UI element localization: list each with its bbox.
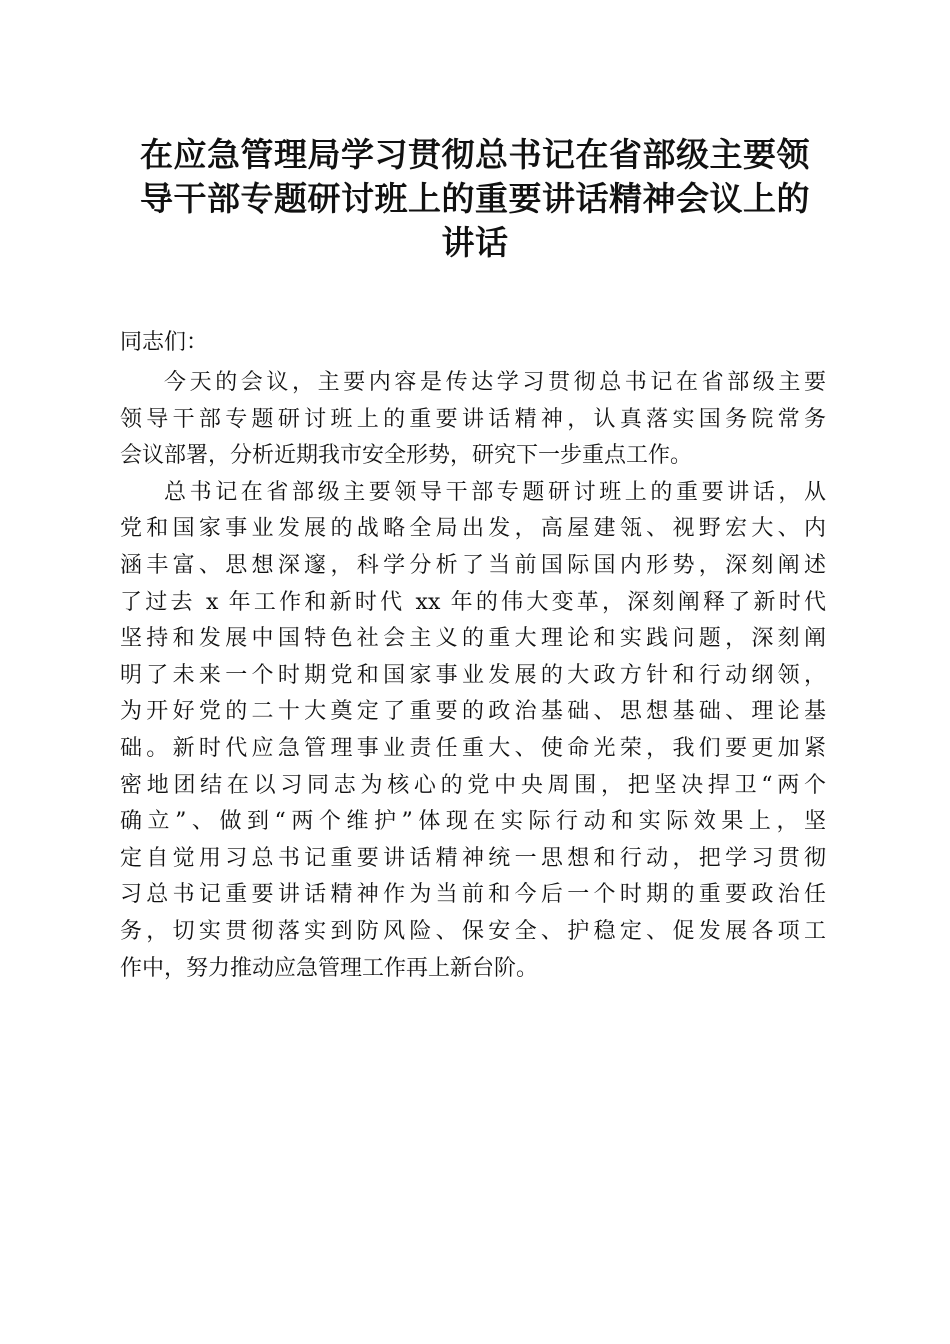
paragraph-line: 习总书记重要讲话精神作为当前和今后一个时期的重要政治任 <box>120 882 826 908</box>
paragraph-line: 为开好党的二十大奠定了重要的政治基础、思想基础、理论基 <box>120 699 826 725</box>
title-line: 导干部专题研讨班上的重要讲话精神会议上的 <box>140 179 810 218</box>
paragraph-line: 总书记在省部级主要领导干部专题研讨班上的重要讲话，从 <box>164 479 826 505</box>
paragraph-line: 确立”、做到“两个维护”体现在实际行动和实际效果上，坚 <box>120 809 826 835</box>
document-title <box>110 133 840 265</box>
paragraph-line: 明了未来一个时期党和国家事业发展的大政方针和行动纲领， <box>120 662 826 688</box>
paragraph-line: 务，切实贯彻落实到防风险、保安全、护稳定、促发展各项工 <box>120 918 826 944</box>
title-line: 在应急管理局学习贯彻总书记在省部级主要领 <box>140 135 810 174</box>
salutation: 同志们： <box>120 330 209 355</box>
paragraph-line: 密地团结在以习同志为核心的党中央周围，把坚决捍卫“两个 <box>120 772 826 798</box>
paragraph-line: 涵丰富、思想深邃，科学分析了当前国际国内形势，深刻阐述 <box>120 552 826 578</box>
paragraph-line: 党和国家事业发展的战略全局出发，高屋建瓴、视野宏大、内 <box>120 516 826 542</box>
paragraph-line: 定自觉用习总书记重要讲话精神统一思想和行动，把学习贯彻 <box>120 845 826 871</box>
paragraph-line: 了过去 x 年工作和新时代 xx 年的伟大变革，深刻阐释了新时代 <box>120 589 826 615</box>
paragraph-speech-significance <box>120 475 826 987</box>
paragraph-line: 会议部署，分析近期我市安全形势，研究下一步重点工作。 <box>120 443 693 469</box>
paragraph-line: 坚持和发展中国特色社会主义的重大理论和实践问题，深刻阐 <box>120 626 826 652</box>
title-line: 讲话 <box>441 223 509 262</box>
document-body <box>120 321 826 987</box>
paragraph-opening <box>120 365 826 475</box>
paragraph-line: 领导干部专题研讨班上的重要讲话精神，认真落实国务院常务 <box>120 406 826 432</box>
paragraph-line: 础。新时代应急管理事业责任重大、使命光荣，我们要更加紧 <box>120 735 826 761</box>
paragraph-line: 今天的会议，主要内容是传达学习贯彻总书记在省部级主要 <box>164 370 826 395</box>
paragraph-line: 作中，努力推动应急管理工作再上新台阶。 <box>120 955 539 981</box>
